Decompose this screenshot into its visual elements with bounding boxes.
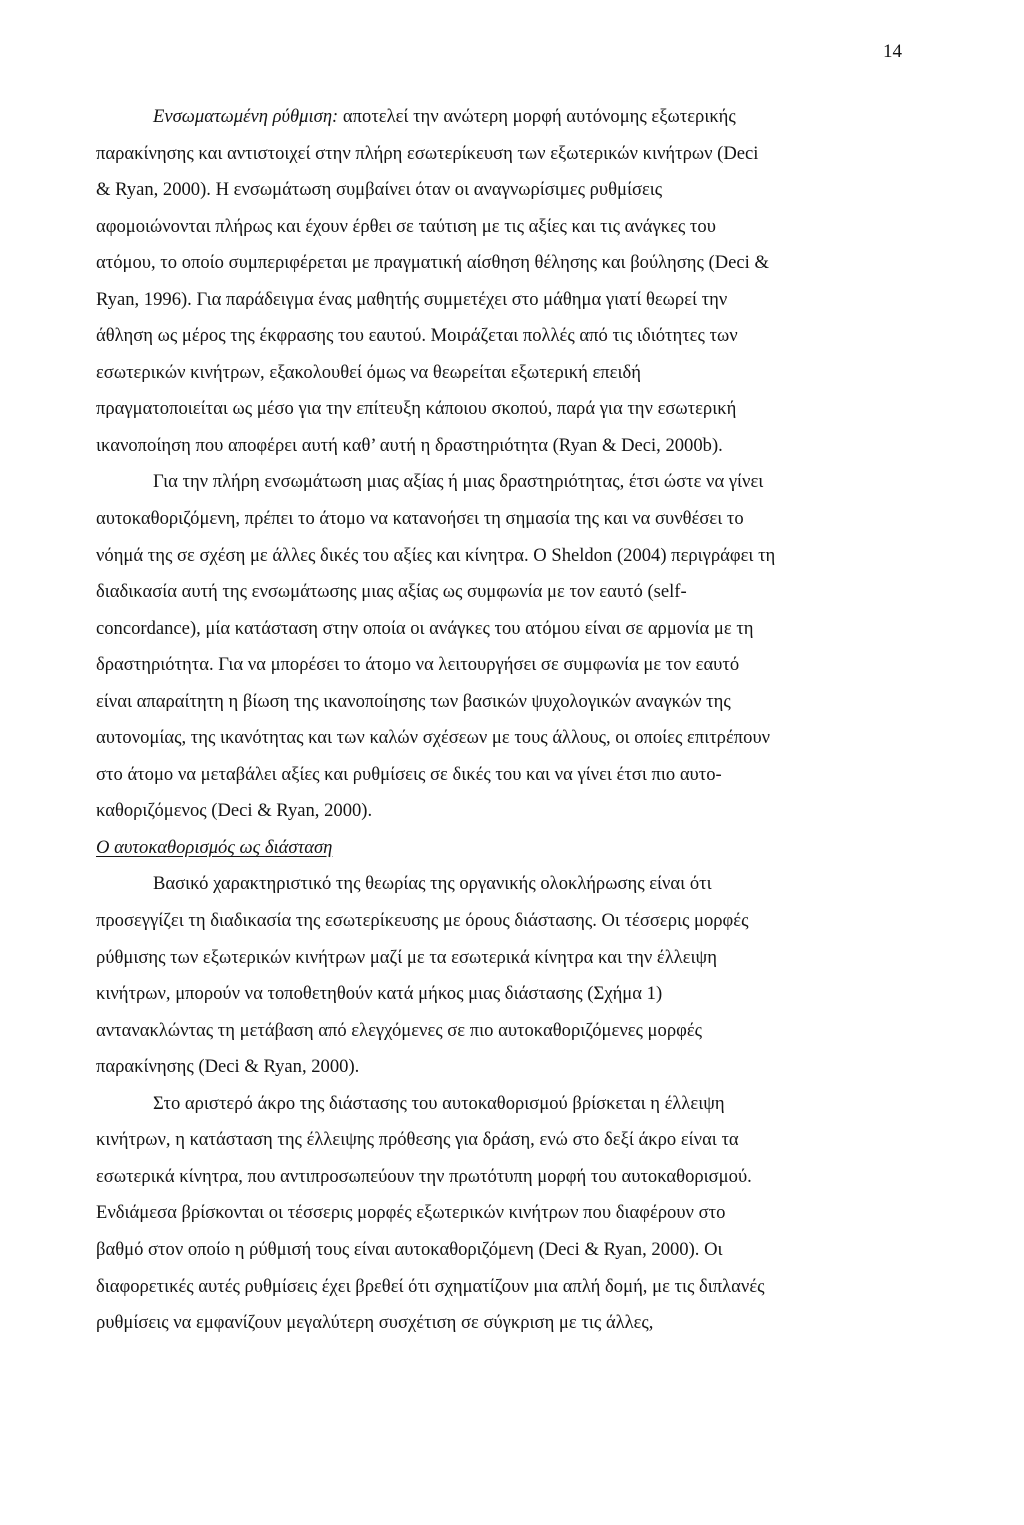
text-line: Βασικό χαρακτηριστικό της θεωρίας της οργανικής ολοκλήρωσης είναι ότι — [153, 873, 712, 895]
text-line: ικανοποίηση που αποφέρει αυτή καθ’ αυτή η δραστηριότητα (Ryan & Deci, 2000b). — [96, 434, 723, 456]
text-line: concordance), μία κατάσταση στην οποία οι ανάγκες του ατόμου είναι σε αρμονία με τη — [96, 617, 754, 639]
line-text: αποτελεί την ανώτερη μορφή αυτόνομης εξωτερικής — [338, 106, 736, 127]
text-line: εσωτερικών κινήτρων, εξακολουθεί όμως να θεωρείται εξωτερική επειδή — [96, 361, 641, 383]
text-line: νόημά της σε σχέση με άλλες δικές του αξίες και κίνητρα. Ο Sheldon (2004) περιγράφει τη — [96, 544, 776, 566]
text-line: προσεγγίζει τη διαδικασία της εσωτερίκευσης με όρους διάστασης. Οι τέσσερις μορφές — [96, 910, 749, 932]
text-line: καθοριζόμενος (Deci & Ryan, 2000). — [96, 800, 373, 822]
text-line: αντανακλώντας τη μετάβαση από ελεγχόμενες σε πιο αυτοκαθοριζόμενες μορφές — [96, 1019, 703, 1041]
term-italic: Ενσωματωμένη ρύθμιση: — [153, 106, 339, 127]
text-line — [96, 99, 848, 136]
text-line: παρακίνησης (Deci & Ryan, 2000). — [96, 1056, 360, 1078]
text-line: αυτοκαθοριζόμενη, πρέπει το άτομο να κατανοήσει τη σημασία της και να συνθέσει το — [96, 508, 744, 530]
section-heading — [96, 830, 848, 867]
text-line: Στο αριστερό άκρο της διάστασης του αυτοκαθορισμού βρίσκεται η έλλειψη — [153, 1092, 725, 1114]
text-line: Ενδιάμεσα βρίσκονται οι τέσσερις μορφές εξωτερικών κινήτρων που διαφέρουν στο — [96, 1202, 726, 1224]
text-line: ατόμου, το οποίο συμπεριφέρεται με πραγματική αίσθηση θέλησης και βούλησης (Deci & — [96, 252, 769, 274]
text-line: διαφορετικές αυτές ρυθμίσεις έχει βρεθεί ότι σχηματίζουν μια απλή δομή, με τις διπλανές — [96, 1275, 765, 1297]
body-text — [96, 99, 848, 1342]
text-line: είναι απαραίτητη η βίωση της ικανοποίησης των βασικών ψυχολογικών αναγκών της — [96, 690, 731, 712]
text-line: στο άτομο να μεταβάλει αξίες και ρυθμίσεις σε δικές του και να γίνει έτσι πιο αυτο- — [96, 763, 722, 785]
text-line: κινήτρων, η κατάσταση της έλλειψης πρόθεσης για δράση, ενώ στο δεξί άκρο είναι τα — [96, 1129, 739, 1151]
text-line: κινήτρων, μπορούν να τοποθετηθούν κατά μήκος μιας διάστασης (Σχήμα 1) — [96, 983, 663, 1005]
text-line: ρυθμίσεις να εμφανίζουν μεγαλύτερη συσχέτιση σε σύγκριση με τις άλλες, — [96, 1312, 654, 1334]
text-line: δραστηριότητα. Για να μπορέσει το άτομο να λειτουργήσει σε συμφωνία με τον εαυτό — [96, 654, 740, 676]
text-line: εσωτερικά κίνητρα, που αντιπροσωπεύουν την πρωτότυπη μορφή του αυτοκαθορισμού. — [96, 1165, 752, 1187]
text-line: αυτονομίας, της ικανότητας και των καλών σχέσεων με τους άλλους, οι οποίες επιτρέπουν — [96, 727, 771, 749]
text-line: βαθμό στον οποίο η ρύθμισή τους είναι αυτοκαθοριζόμενη (Deci & Ryan, 2000). Οι — [96, 1238, 723, 1260]
text-line: αφομοιώνονται πλήρως και έχουν έρθει σε ταύτιση με τις αξίες και τις ανάγκες του — [96, 215, 716, 237]
text-line: Για την πλήρη ενσωμάτωση μιας αξίας ή μιας δραστηριότητας, έτσι ώστε να γίνει — [153, 471, 764, 493]
heading-text: Ο αυτοκαθορισμός ως διάσταση — [96, 836, 333, 858]
page-number: 14 — [883, 41, 902, 62]
text-line: πραγματοποιείται ως μέσο για την επίτευξη κάποιου σκοπού, παρά για την εσωτερική — [96, 398, 737, 420]
text-line: διαδικασία αυτή της ενσωμάτωσης μιας αξίας ως συμφωνία με τον εαυτό (self- — [96, 581, 687, 603]
text-line: Ryan, 1996). Για παράδειγμα ένας μαθητής συμμετέχει στο μάθημα γιατί θεωρεί την — [96, 288, 728, 310]
text-line: άθληση ως μέρος της έκφρασης του εαυτού. Μοιράζεται πολλές από τις ιδιότητες των — [96, 325, 738, 347]
text-line: & Ryan, 2000). Η ενσωμάτωση συμβαίνει όταν οι αναγνωρίσιμες ρυθμίσεις — [96, 179, 663, 201]
text-line: παρακίνησης και αντιστοιχεί στην πλήρη εσωτερίκευση των εξωτερικών κινήτρων (Deci — [96, 142, 759, 164]
text-line: ρύθμισης των εξωτερικών κινήτρων μαζί με τα εσωτερικά κίνητρα και την έλλειψη — [96, 946, 717, 968]
